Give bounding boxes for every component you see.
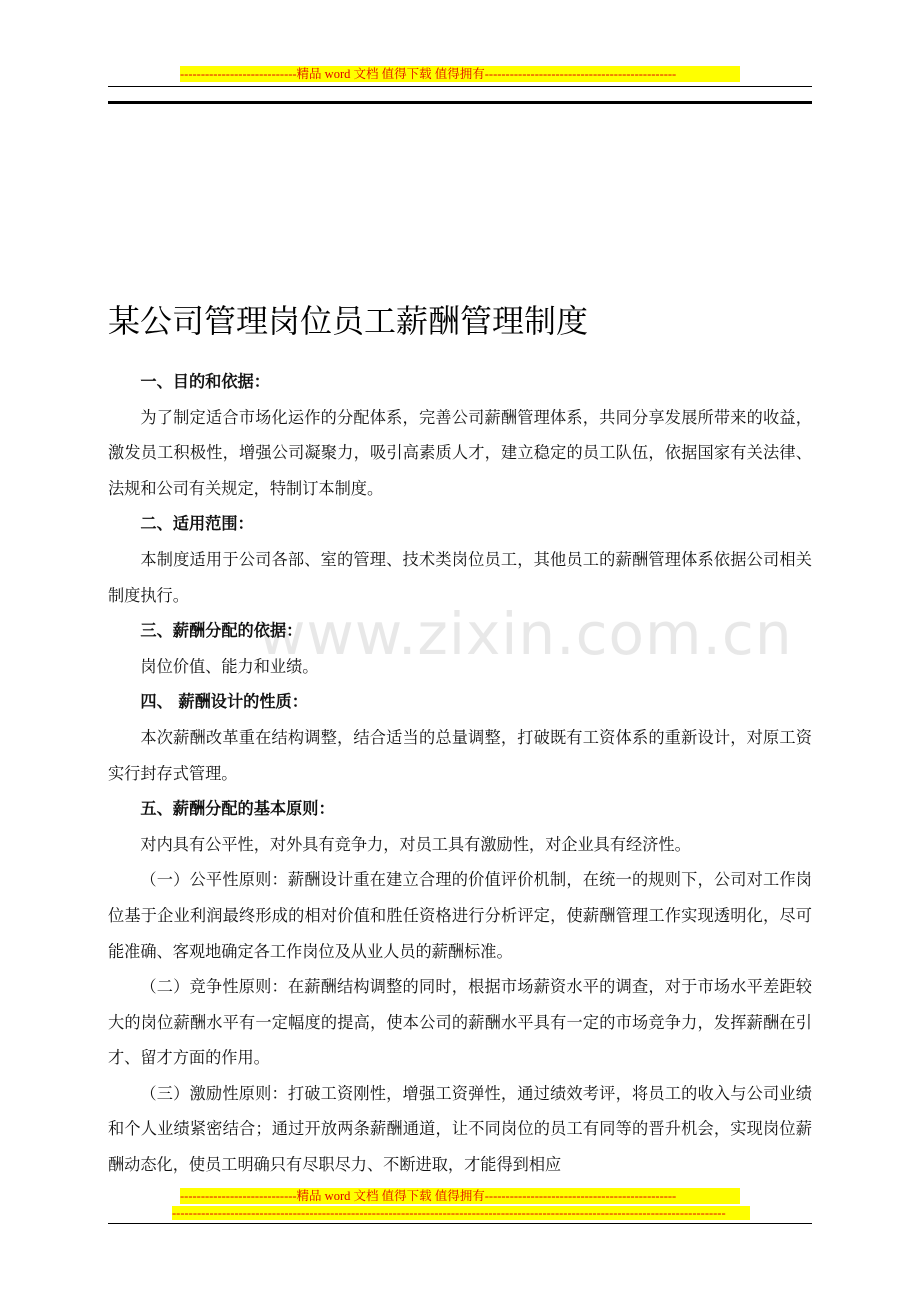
footer-banner: ----------------------------精品 word 文档 值得下载 值得拥有---------------------------------------------- bbox=[180, 1188, 740, 1204]
section-heading: 一、目的和依据： bbox=[140, 372, 270, 391]
body-paragraph: 本次薪酬改革重在结构调整，结合适当的总量调整，打破既有工资体系的重新设计，对原工资实行封存式管理。 bbox=[108, 727, 812, 783]
document-body bbox=[108, 364, 812, 1183]
body-paragraph: 岗位价值、能力和业绩。 bbox=[140, 656, 319, 676]
section-heading: 四、 薪酬设计的性质： bbox=[140, 692, 308, 712]
header-rule-thick bbox=[108, 101, 812, 104]
footer-rule bbox=[108, 1223, 812, 1224]
body-paragraph: （二）竞争性原则：在薪酬结构调整的同时，根据市场薪资水平的调查，对于市场水平差距较大的岗位薪酬水平有一定幅度的提高，使本公司的薪酬水平具有一定的市场竞争力，发挥薪酬在引才、留才方面的作用。 bbox=[108, 977, 812, 1068]
section-heading: 五、薪酬分配的基本原则： bbox=[140, 799, 335, 819]
body-paragraph: 本制度适用于公司各部、室的管理、技术类岗位员工，其他员工的薪酬管理体系依据公司相关制度执行。 bbox=[108, 549, 812, 605]
footer-dash-line: ------------------------------------------------------------------------------------------------------------------------------------- bbox=[172, 1206, 750, 1220]
section-heading: 二、适用范围： bbox=[140, 514, 254, 534]
header-banner: ----------------------------精品 word 文档 值得下载 值得拥有---------------------------------------------- bbox=[180, 66, 740, 82]
section-heading: 三、薪酬分配的依据： bbox=[140, 621, 303, 641]
header-rule-thin bbox=[108, 86, 812, 87]
watermark: www.zixin.com.cn bbox=[258, 600, 793, 668]
document-title: 某公司管理岗位员工薪酬管理制度 bbox=[108, 302, 589, 340]
body-paragraph: （一）公平性原则：薪酬设计重在建立合理的价值评价机制，在统一的规则下，公司对工作岗位基于企业利润最终形成的相对价值和胜任资格进行分析评定，使薪酬管理工作实现透明化，尽可能准确、客观地确定各工作岗位及从业人员的薪酬标准。 bbox=[108, 870, 812, 961]
body-paragraph: （三）激励性原则：打破工资刚性，增强工资弹性，通过绩效考评，将员工的收入与公司业绩和个人业绩紧密结合；通过开放两条薪酬通道，让不同岗位的员工有同等的晋升机会，实现岗位薪酬动态化，使员工明确只有尽职尽力、不断进取，才能得到相应 bbox=[108, 1083, 812, 1175]
body-paragraph: 对内具有公平性，对外具有竞争力，对员工具有激励性，对企业具有经济性。 bbox=[140, 834, 691, 854]
body-paragraph: 为了制定适合市场化运作的分配体系，完善公司薪酬管理体系，共同分享发展所带来的收益， 激发员工积极性，增强公司凝聚力，吸引高素质人才，建立稳定的员工队伍，依据国家有关法律、法规和公司有关规定，特制订本制度。 bbox=[108, 407, 812, 498]
